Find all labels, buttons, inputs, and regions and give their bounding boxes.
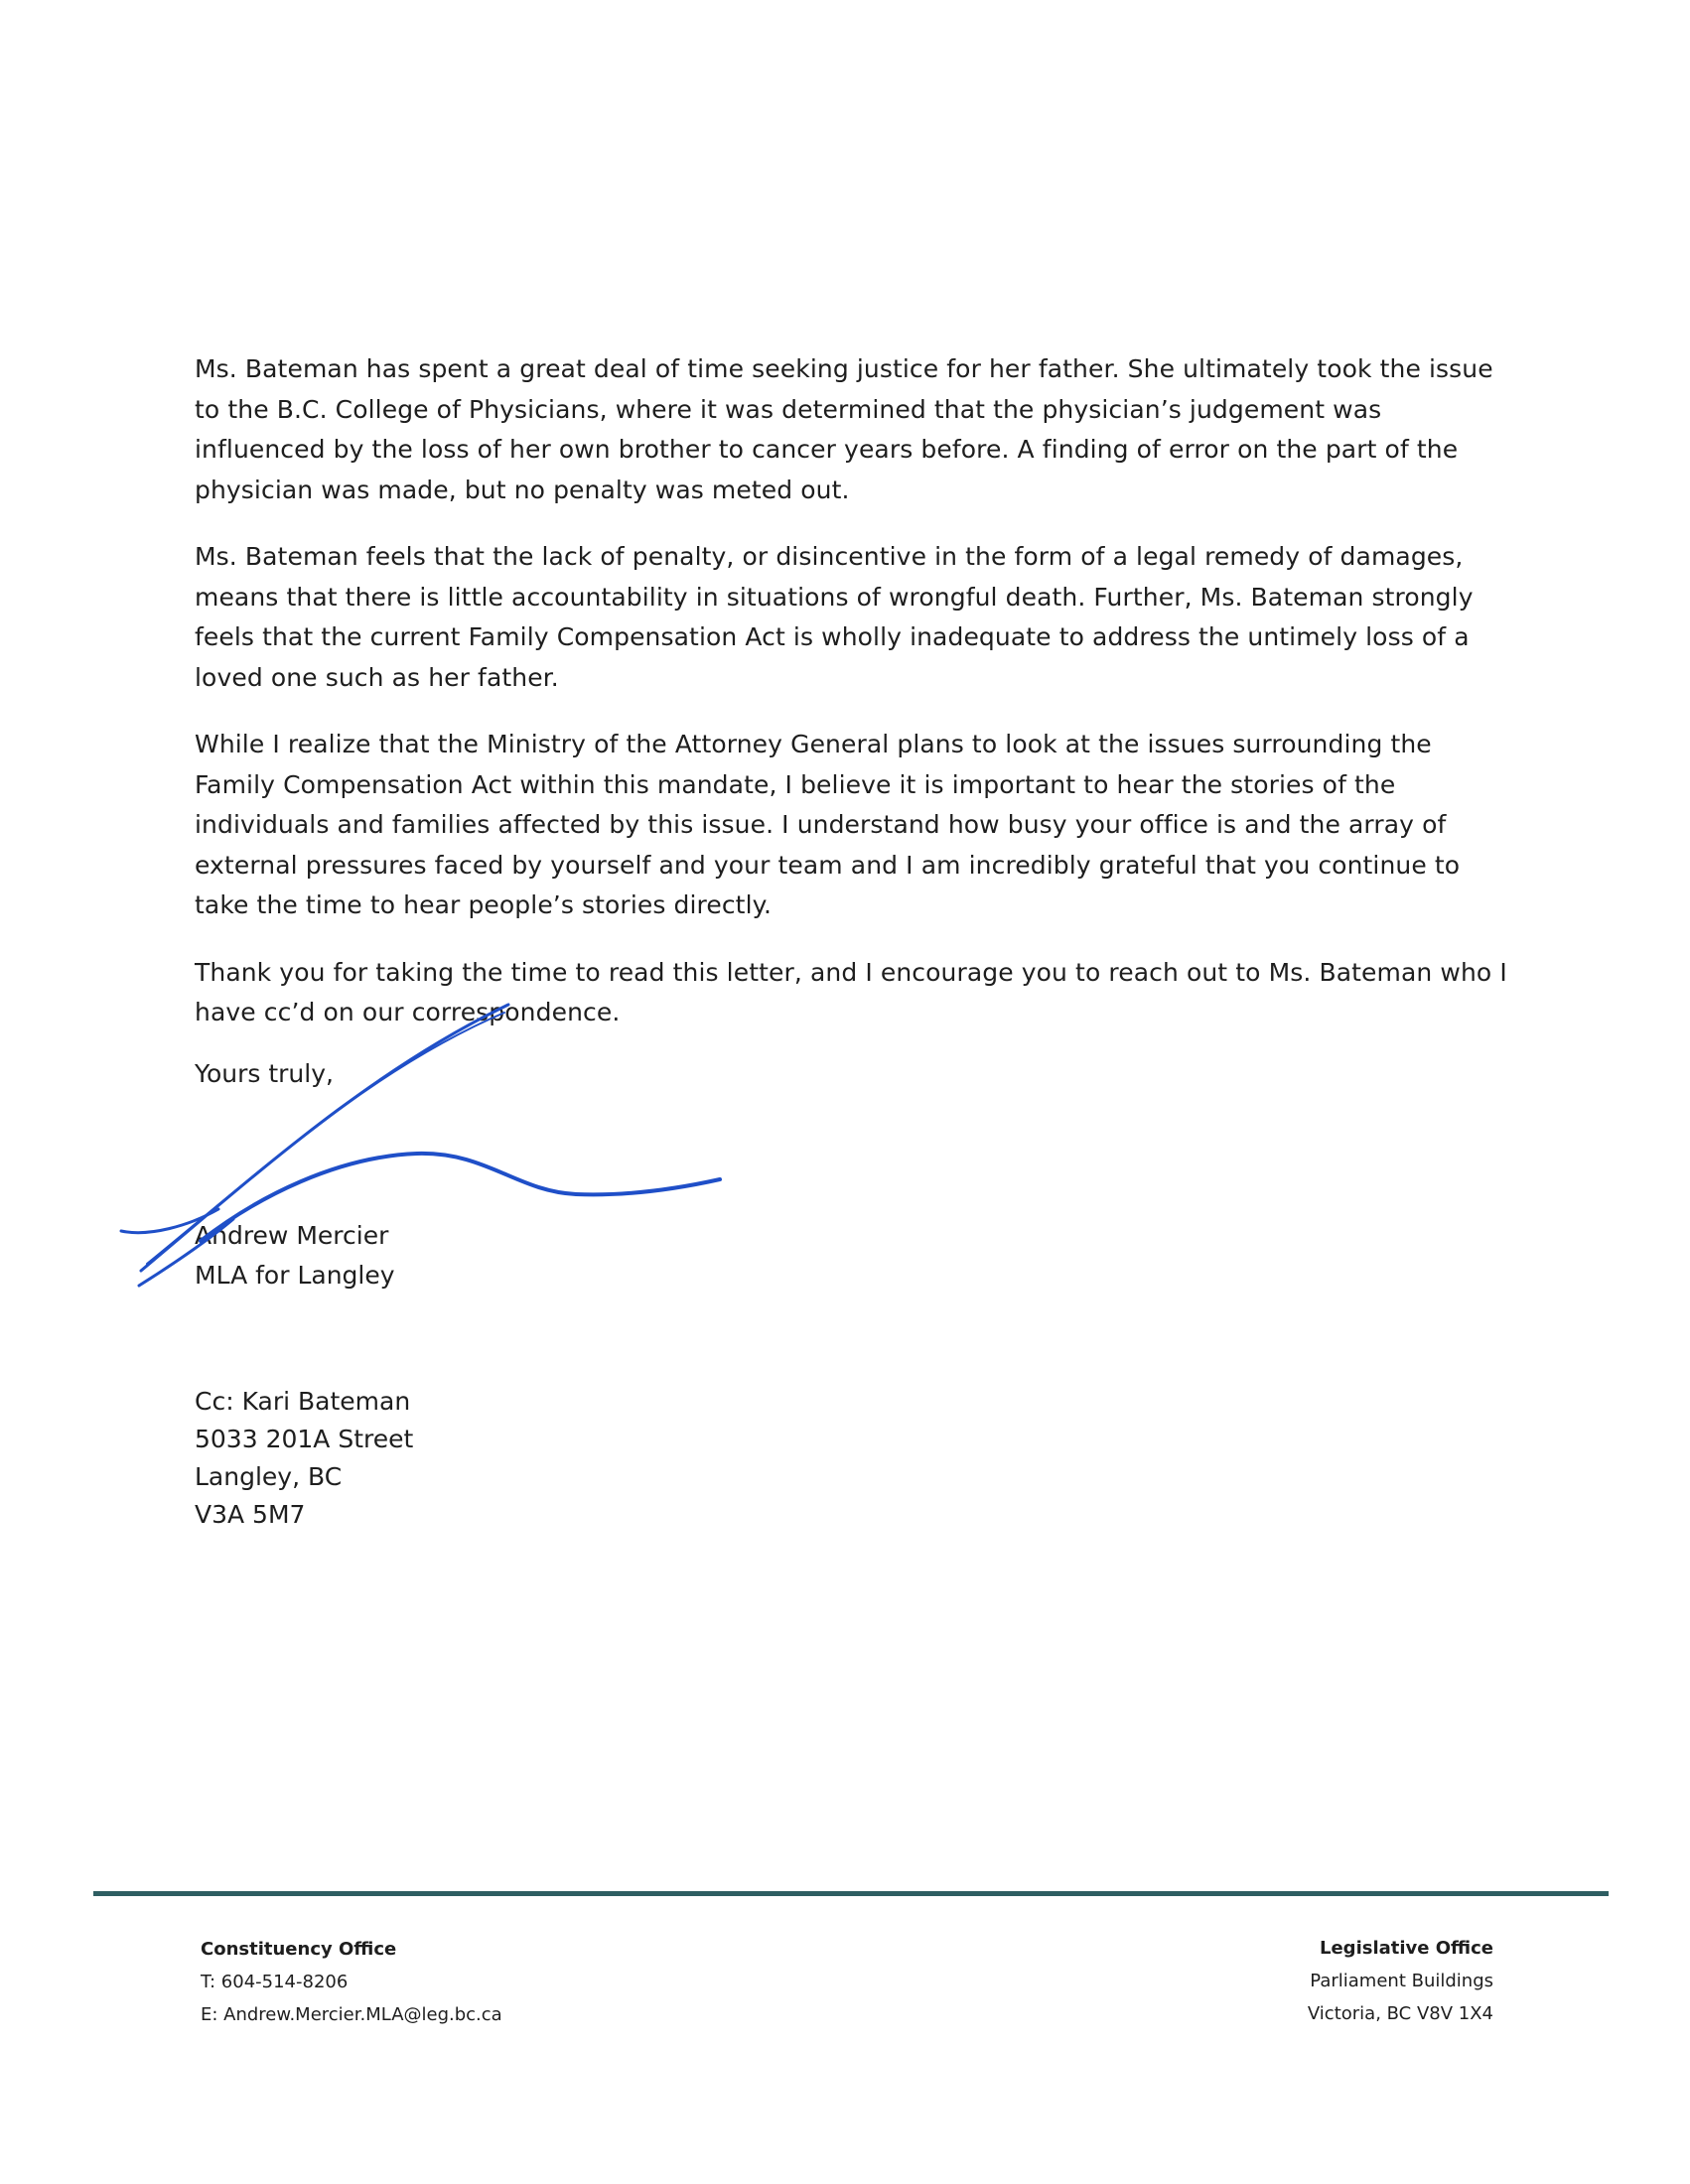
constituency-office-heading: Constituency Office [201,1939,397,1960]
closing-salutation: Yours truly, [195,1059,334,1088]
letter-body [195,349,1515,1060]
legislative-office-heading: Legislative Office [1320,1938,1493,1959]
cc-block [195,1383,413,1534]
legislative-address-line1: Parliament Buildings [1310,1971,1493,1991]
cc-postal-code: V3A 5M7 [195,1500,306,1529]
signatory-name: Andrew Mercier [195,1221,389,1250]
footer-divider [93,1891,1609,1896]
cc-recipient: Cc: Kari Bateman [195,1387,411,1416]
constituency-office [201,1933,502,2031]
signatory-title: MLA for Langley [195,1261,395,1290]
signature-stroke-rise [141,1005,508,1271]
constituency-phone: T: 604-514-8206 [201,1972,349,1992]
legislative-address-line2: Victoria, BC V8V 1X4 [1307,2003,1493,2024]
signature-stroke-hook [121,1209,218,1233]
cc-city: Langley, BC [195,1462,343,1491]
constituency-email: E: Andrew.Mercier.MLA@leg.bc.ca [201,2004,502,2025]
paragraph-4: Thank you for taking the time to read this letter, and I encourage you to reach out to Ms. Bateman who I have cc’d on our correspondence. [195,957,1507,1026]
signature-stroke-tail [139,1219,233,1286]
paragraph-3: While I realize that the Ministry of the Attorney General plans to look at the issues surrounding the Family Compensation Act within this mandate, I believe it is important to hear the stories of the individuals and families affected by this issue. I understand how busy your office is and the array of external pressures faced by yourself and your team and I am incredibly grateful that you continue to take the time to hear people’s stories directly. [195,730,1461,919]
legislative-office [1308,1932,1493,2030]
paragraph-1: Ms. Bateman has spent a great deal of time seeking justice for her father. She ultimately took the issue to the B.C. College of Physicians, where it was determined that the physician’s judgement was influenced by the loss of her own brother to cancer years before. A finding of error on the part of the physician was made, but no penalty was meted out. [195,354,1493,504]
paragraph-2: Ms. Bateman feels that the lack of penalty, or disincentive in the form of a legal remedy of damages, means that there is little accountability in situations of wrongful death. Further, Ms. Bateman strongly feels that the current Family Compensation Act is wholly inadequate to address the untimely loss of a loved one such as her father. [195,542,1474,692]
cc-street: 5033 201A Street [195,1425,414,1453]
signature-stroke-rise-2 [147,1013,504,1264]
handwritten-signature [109,983,745,1310]
signature-stroke-wave [201,1154,720,1241]
